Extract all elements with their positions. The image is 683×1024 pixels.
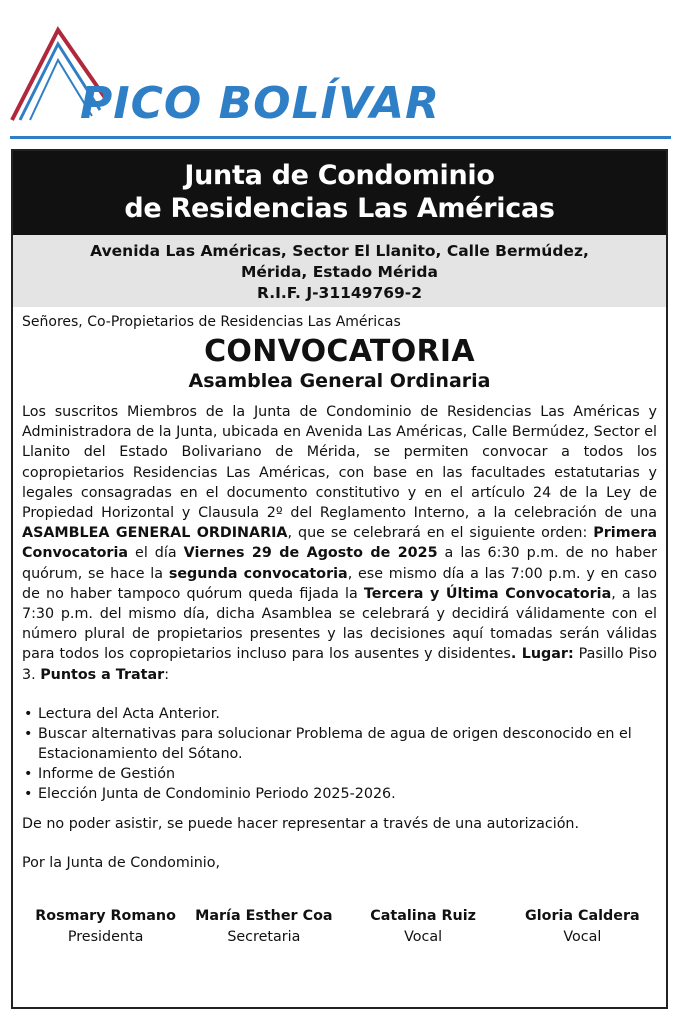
signatory xyxy=(508,906,657,948)
notice-frame xyxy=(11,149,668,1009)
address-block xyxy=(13,235,666,307)
signatory xyxy=(189,906,338,948)
signatory xyxy=(339,906,508,948)
body-text-segment: el día xyxy=(128,545,184,562)
body-paragraph xyxy=(22,402,657,685)
signatories xyxy=(22,906,657,948)
notice-header xyxy=(13,151,666,235)
agenda-list xyxy=(22,704,657,804)
notice-subtitle: Asamblea General Ordinaria xyxy=(188,370,491,392)
body-text-segment: , ese mismo día a las 7:00 p.m. y en caso de no haber tampoco quórum queda fijada la xyxy=(22,565,657,602)
header-rule xyxy=(10,136,671,139)
agenda-item: • Lectura del Acta Anterior. xyxy=(22,704,657,724)
body-bold-segment: Puntos a Tratar xyxy=(40,666,165,683)
agenda-item: • Elección Junta de Condominio Periodo 2025-2026. xyxy=(22,784,657,804)
title-line-1: Junta de Condominio xyxy=(184,160,495,191)
rif: R.I.F. J-31149769-2 xyxy=(256,284,423,302)
body-bold-segment: Tercera y Última Convocatoria xyxy=(363,585,612,602)
signatory-name: Gloria Caldera xyxy=(524,907,640,924)
signatory-role: Presidenta xyxy=(67,928,144,945)
body-bold-segment: Viernes 29 de Agosto de 2025 xyxy=(183,545,438,562)
svg-text:PICO BOLÍVAR: PICO BOLÍVAR xyxy=(80,78,440,129)
body-bold-segment: Primera Convocatoria xyxy=(22,525,657,562)
pico-bolivar-logo xyxy=(8,22,440,129)
agenda-item: • Buscar alternativas para solucionar Problema de agua de origen desconocido en el Estacionamiento del Sótano. xyxy=(22,724,657,764)
title-line-2: de Residencias Las Américas xyxy=(124,193,555,224)
agenda-item: • Informe de Gestión xyxy=(22,764,657,784)
body-bold-segment: . Lugar: xyxy=(510,646,574,663)
body-text-segment: , a las 7:30 p.m. del mismo día, dicha Asamblea se celebrará y decidirá válidamente con el número plural de propietarios presentes y las decisiones aquí tomadas serán válidas para todos los copropietarios incluso para los ausentes y disidentes xyxy=(22,585,657,663)
signatory-role: Vocal xyxy=(563,928,602,945)
notice-title: CONVOCATORIA xyxy=(204,334,475,369)
body-text-segment: Los suscritos Miembros de la Junta de Condominio de Residencias Las Américas y Administradora de la Junta, ubicada en Avenida Las Américas, Calle Bermúdez, Sector el Llanito del Estado Bolivariano de Mérida, se permiten convocar a todos los copropietarios Residencias Las Américas, con base en las facultades estatutarias y legales consagradas en el documento constitutivo y en el artículo 24 de la Ley de Propiedad Horizontal y Clausula 2º del Reglamento Interno, a la celebración de una xyxy=(22,404,657,522)
address-line-1: Avenida Las Américas, Sector El Llanito, Calle Bermúdez, xyxy=(90,242,589,260)
signatory xyxy=(22,906,189,948)
body-text-segment: : xyxy=(164,666,170,683)
signatory-role: Secretaria xyxy=(227,928,301,945)
sign-off: Por la Junta de Condominio, xyxy=(22,854,221,871)
address-line-2: Mérida, Estado Mérida xyxy=(240,263,438,281)
body-bold-segment: ASAMBLEA GENERAL ORDINARIA xyxy=(22,525,288,542)
signatory-role: Vocal xyxy=(404,928,443,945)
greeting: Señores, Co-Propietarios de Residencias Las Américas xyxy=(22,314,401,330)
signatory-name: Rosmary Romano xyxy=(35,907,176,924)
closing-note: De no poder asistir, se puede hacer representar a través de una autorización. xyxy=(22,815,580,832)
body-text-segment: Pasillo Piso 3. xyxy=(22,646,657,683)
body-text-segment: , que se celebrará en el siguiente orden: xyxy=(287,525,594,542)
body-text-segment: a las 6:30 p.m. de no haber quórum, se hace la xyxy=(22,545,657,582)
signatory-name: María Esther Coa xyxy=(195,907,333,924)
signatory-name: Catalina Ruiz xyxy=(370,907,476,924)
body-bold-segment: segunda convocatoria xyxy=(168,565,348,582)
